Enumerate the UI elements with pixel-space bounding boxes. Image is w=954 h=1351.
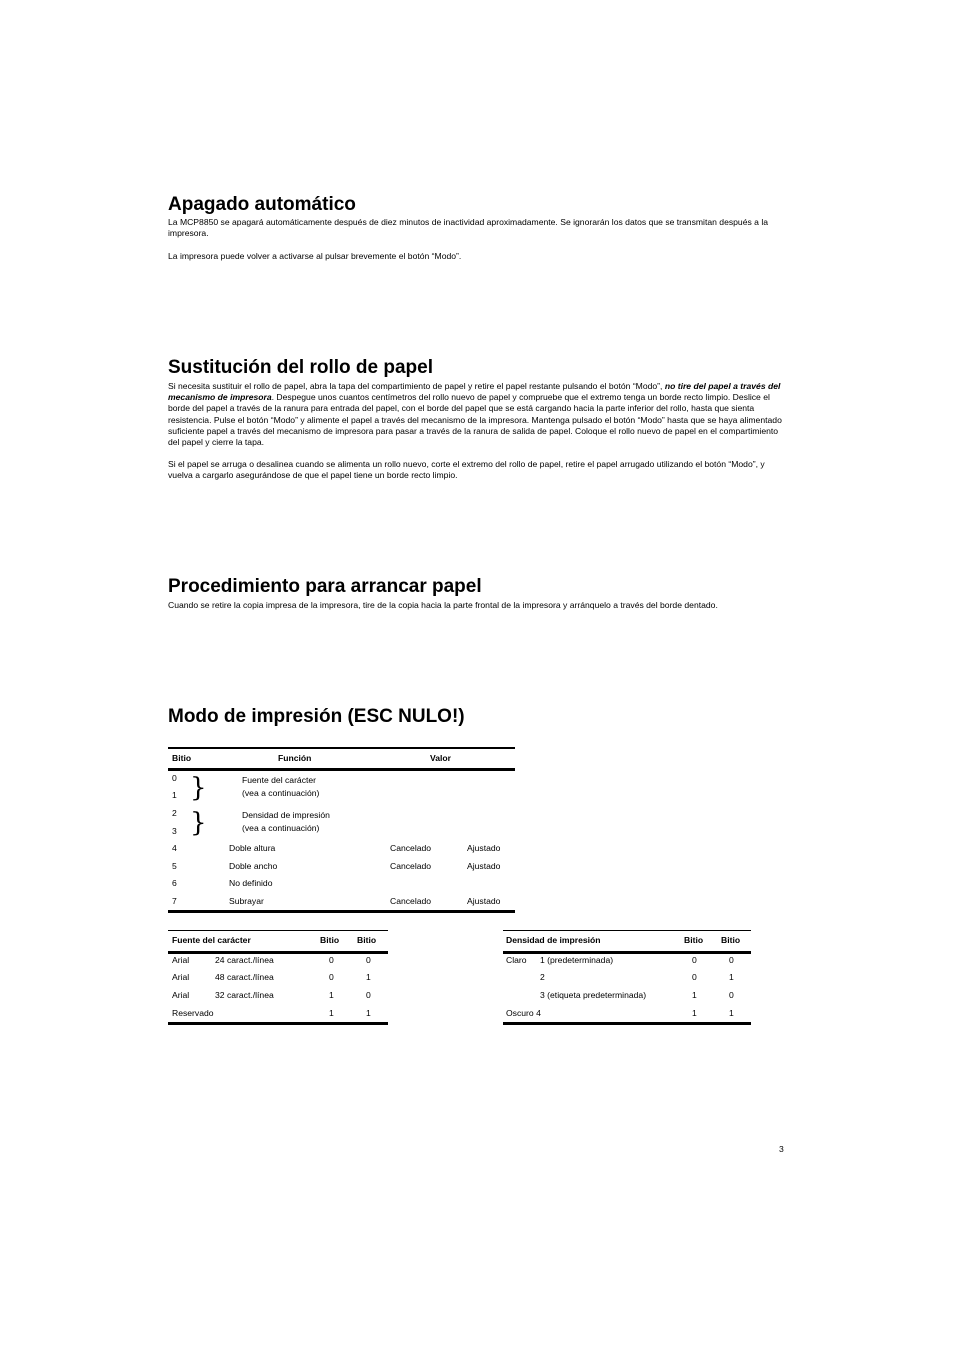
bit-cell: 1 — [729, 972, 734, 982]
bit-cell: 1 — [366, 1008, 371, 1018]
table-rule — [168, 768, 515, 771]
function-cell: (vea a continuación) — [242, 788, 320, 798]
function-cell: Fuente del carácter — [242, 775, 317, 785]
table-rule — [503, 951, 751, 954]
bit-cell: 0 — [329, 972, 334, 982]
font-desc-cell: 32 caract./línea — [215, 990, 274, 1000]
function-cell: Densidad de impresión — [242, 810, 330, 820]
bit-cell: 0 — [692, 955, 697, 965]
section-title-arrancar: Procedimiento para arrancar papel — [168, 576, 482, 597]
value-cell: Ajustado — [467, 896, 501, 906]
bit-cell: 1 — [366, 972, 371, 982]
density-label-cell: Oscuro 4 — [506, 1008, 541, 1018]
value-cell: Cancelado — [390, 843, 432, 853]
header-bit: Bitio — [357, 935, 377, 945]
font-cell: Arial — [172, 955, 190, 965]
table-rule — [168, 951, 388, 954]
value-cell: Cancelado — [390, 896, 432, 906]
function-cell: Doble ancho — [229, 861, 278, 871]
value-cell: Ajustado — [467, 861, 501, 871]
paragraph: La impresora puede volver a activarse al pulsar brevemente el botón “Modo”. — [168, 251, 462, 261]
bit-cell: 0 — [172, 773, 177, 783]
font-cell: Reservado — [172, 1008, 214, 1018]
density-label-cell: Claro — [506, 955, 527, 965]
header-bit: Bitio — [721, 935, 741, 945]
paragraph-text: . Despegue unos cuantos centímetros del rollo nuevo de papel y compruebe que el extremo tenga un borde recto limpio. Deslice el borde del papel a través de la ranura para entrada del papel, con el borde del papel que se está cargando hacia la parte inferior del rollo, hasta que sienta resistencia. Pulse el botón “Modo” y alimente el papel a través del mecanismo de la impresora. Mantenga pulsado el botón “Modo” hasta que se haya alimentado suficiente papel a través del mecanismo de impresora para pasar a través de la ranura de salida de papel. Coloque el rollo nuevo de papel en el compartimiento del papel y cierre la tapa. — [168, 392, 782, 448]
header-function: Función — [278, 753, 312, 763]
bit-cell: 0 — [366, 955, 371, 965]
bit-cell: 0 — [729, 955, 734, 965]
header-value: Valor — [430, 753, 452, 763]
bit-cell: 7 — [172, 896, 177, 906]
paragraph-text: Si necesita sustituir el rollo de papel, abra la tapa del compartimiento de papel y retire el papel restante pulsando el botón “Modo”, — [168, 381, 665, 391]
function-cell: No definido — [229, 878, 273, 888]
bit-cell: 0 — [366, 990, 371, 1000]
bit-cell: 1 — [729, 1008, 734, 1018]
density-desc-cell: 1 (predeterminada) — [540, 955, 614, 965]
bit-cell: 4 — [172, 843, 177, 853]
paragraph: Cuando se retire la copia impresa de la impresora, tire de la copia hacia la parte frontal de la impresora y arránquelo a través del borde dentado. — [168, 600, 718, 610]
bit-cell: 2 — [172, 808, 177, 818]
bit-cell: 1 — [329, 1008, 334, 1018]
table-rule — [503, 930, 751, 931]
table-rule — [168, 910, 515, 913]
brace-icon: } — [190, 773, 207, 803]
section-title-modo: Modo de impresión (ESC NULO!) — [168, 706, 465, 727]
header-bit: Bitio — [172, 753, 192, 763]
table-rule — [503, 1022, 751, 1025]
page-number: 3 — [779, 1144, 784, 1154]
bit-cell: 1 — [692, 990, 697, 1000]
emphasis-text: no tire del papel a través del mecanismo de impresora — [168, 381, 781, 403]
font-cell: Arial — [172, 972, 190, 982]
header-density: Densidad de impresión — [506, 935, 601, 945]
function-cell: Subrayar — [229, 896, 264, 906]
value-cell: Ajustado — [467, 843, 501, 853]
bit-cell: 1 — [172, 790, 177, 800]
function-cell: Doble altura — [229, 843, 276, 853]
font-desc-cell: 24 caract./línea — [215, 955, 274, 965]
header-bit: Bitio — [320, 935, 340, 945]
table-rule — [168, 1022, 388, 1025]
bit-cell: 1 — [692, 1008, 697, 1018]
bit-cell: 6 — [172, 878, 177, 888]
paragraph: La MCP8850 se apagará automáticamente después de diez minutos de inactividad aproximadamente. Se ignorarán los datos que se transmitan después a la impresora. — [168, 217, 769, 239]
density-desc-cell: 2 — [540, 972, 545, 982]
bit-cell: 5 — [172, 861, 177, 871]
bit-cell: 0 — [729, 990, 734, 1000]
table-rule — [168, 930, 388, 931]
density-desc-cell: 3 (etiqueta predeterminada) — [540, 990, 647, 1000]
value-cell: Cancelado — [390, 861, 432, 871]
paragraph: Si el papel se arruga o desalinea cuando se alimenta un rollo nuevo, corte el extremo del rollo de papel, retire el papel arrugado utilizando el botón “Modo”, y vuelva a cargarlo asegurándose de que el papel tiene un borde recto limpio. — [168, 459, 765, 481]
bit-cell: 0 — [329, 955, 334, 965]
section-title-sustitucion: Sustitución del rollo de papel — [168, 357, 433, 378]
table-rule — [168, 747, 515, 749]
font-cell: Arial — [172, 990, 190, 1000]
section-title-apagado: Apagado automático — [168, 194, 356, 215]
paragraph — [168, 381, 784, 448]
bit-cell: 0 — [692, 972, 697, 982]
bit-cell: 3 — [172, 826, 177, 836]
header-bit: Bitio — [684, 935, 704, 945]
brace-icon: } — [190, 808, 207, 838]
function-cell: (vea a continuación) — [242, 823, 320, 833]
font-desc-cell: 48 caract./línea — [215, 972, 274, 982]
header-font: Fuente del carácter — [172, 935, 251, 945]
bit-cell: 1 — [329, 990, 334, 1000]
